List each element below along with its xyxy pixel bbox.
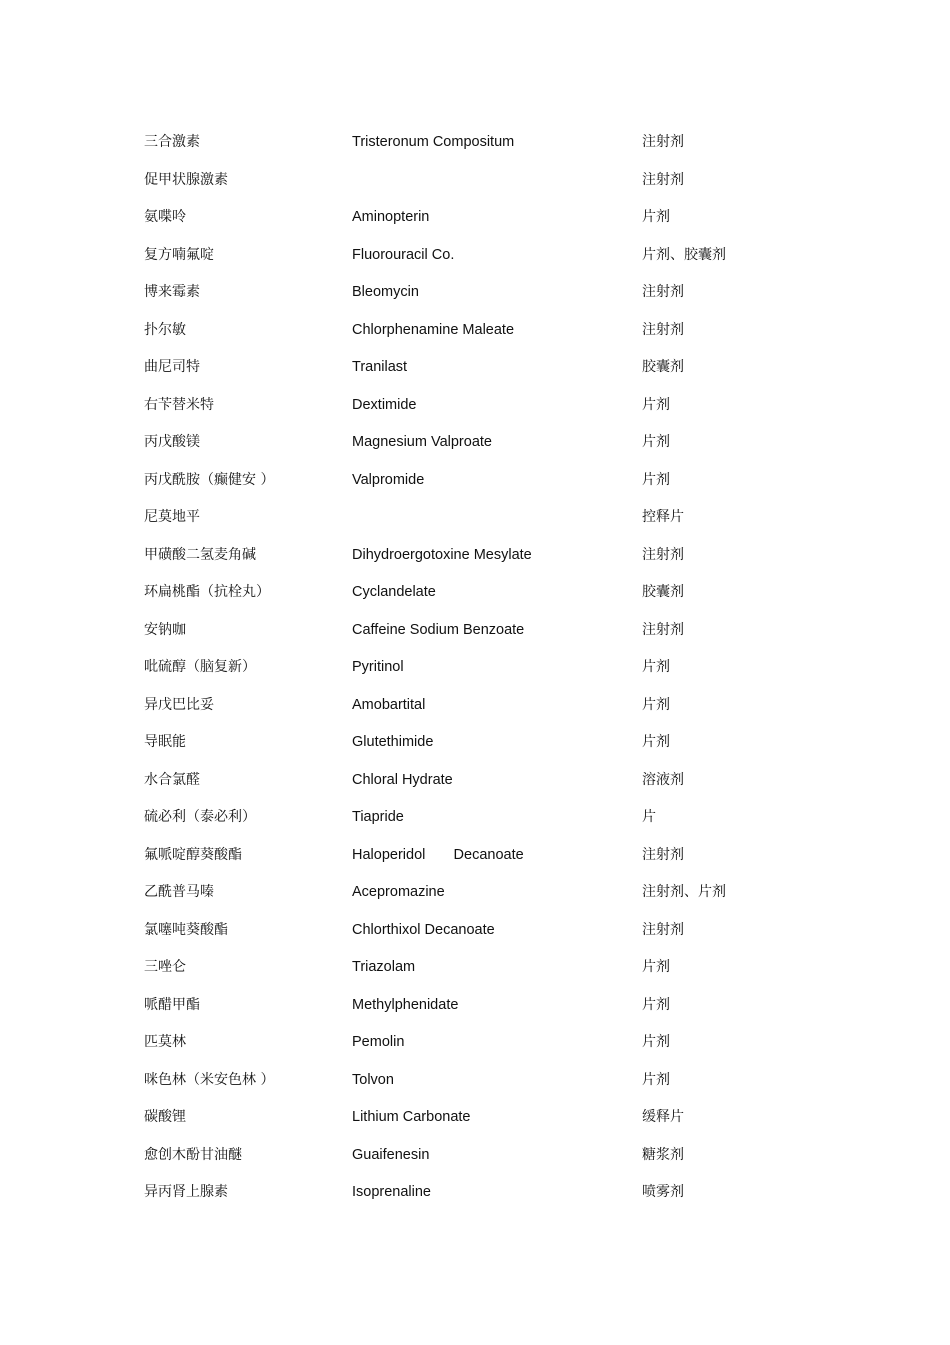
drug-chinese-name: 异戊巴比妥: [144, 696, 214, 713]
table-row: [0, 1099, 950, 1137]
drug-dosage-form: 片剂、胶囊剂: [642, 246, 726, 263]
drug-chinese-name: 安钠咖: [144, 621, 186, 638]
drug-dosage-form: 控释片: [642, 509, 684, 525]
table-row: [0, 274, 950, 312]
drug-chinese-name: 三唑仑: [144, 959, 186, 975]
drug-dosage-form: 片剂: [642, 734, 670, 750]
table-row: [0, 912, 950, 950]
drug-dosage-form: 缓释片: [642, 1109, 684, 1125]
drug-english-name: Magnesium Valproate: [352, 434, 492, 450]
drug-english-name: Guaifenesin: [352, 1146, 430, 1163]
table-row: [0, 199, 950, 237]
drug-english-name: Haloperidol Decanoate: [352, 846, 524, 863]
drug-dosage-form: 注射剂: [642, 321, 684, 338]
table-row: [0, 1062, 950, 1100]
drug-dosage-form: 胶囊剂: [642, 584, 684, 600]
drug-dosage-form: 注射剂: [642, 171, 684, 188]
table-row: [0, 987, 950, 1025]
drug-chinese-name: 曲尼司特: [144, 359, 200, 375]
drug-english-name: Dextimide: [352, 396, 417, 413]
drug-dosage-form: 片: [642, 809, 656, 825]
drug-chinese-name: 匹莫林: [144, 1034, 186, 1050]
drug-chinese-name: 博来霉素: [144, 284, 200, 300]
drug-english-name: Pemolin: [352, 1034, 405, 1050]
drug-chinese-name: 氟哌啶醇葵酸酯: [144, 846, 242, 863]
drug-chinese-name: 水合氯醛: [144, 771, 200, 788]
drug-chinese-name: 三合激素: [144, 134, 200, 150]
drug-dosage-form: 注射剂: [642, 621, 684, 638]
drug-dosage-form: 注射剂: [642, 546, 684, 563]
drug-dosage-form: 溶液剂: [642, 771, 684, 788]
table-row: [0, 724, 950, 762]
drug-chinese-name: 碳酸锂: [144, 1109, 186, 1125]
table-row: [0, 949, 950, 987]
drug-dosage-form: 喷雾剂: [642, 1184, 684, 1200]
drug-english-name: Glutethimide: [352, 734, 434, 750]
table-row: [0, 237, 950, 275]
drug-english-name: Isoprenaline: [352, 1184, 431, 1200]
drug-table: [0, 124, 950, 1212]
table-row: [0, 462, 950, 500]
table-row: [0, 649, 950, 687]
drug-dosage-form: 注射剂: [642, 134, 684, 150]
drug-chinese-name: 哌醋甲酯: [144, 996, 200, 1013]
drug-english-name: Caffeine Sodium Benzoate: [352, 621, 525, 638]
table-row: [0, 124, 950, 162]
drug-dosage-form: 片剂: [642, 659, 670, 675]
drug-dosage-form: 片剂: [642, 696, 670, 713]
drug-dosage-form: 注射剂、片剂: [642, 884, 726, 900]
drug-english-name: Tranilast: [352, 359, 408, 375]
drug-chinese-name: 复方喃氟啶: [144, 246, 214, 263]
table-row: [0, 799, 950, 837]
drug-dosage-form: 片剂: [642, 209, 670, 225]
drug-dosage-form: 片剂: [642, 1071, 670, 1088]
drug-chinese-name: 愈创木酚甘油醚: [144, 1146, 242, 1163]
drug-chinese-name: 硫必利（泰必利）: [144, 809, 256, 825]
drug-english-name: Amobartital: [352, 696, 426, 713]
table-row: [0, 687, 950, 725]
drug-english-name: Chlorphenamine Maleate: [352, 321, 515, 338]
drug-english-name: Cyclandelate: [352, 584, 436, 600]
drug-chinese-name: 促甲状腺激素: [144, 171, 228, 188]
drug-chinese-name: 氨喋呤: [144, 209, 186, 225]
drug-english-name: Tristeronum Compositum: [352, 134, 515, 150]
table-row: [0, 1024, 950, 1062]
drug-english-name: Tiapride: [352, 809, 404, 825]
drug-dosage-form: 片剂: [642, 959, 670, 975]
drug-english-name: Tolvon: [352, 1071, 394, 1088]
drug-english-name: Valpromide: [352, 471, 425, 488]
drug-english-name: Triazolam: [352, 959, 416, 975]
table-row: [0, 1174, 950, 1212]
table-row: [0, 874, 950, 912]
drug-english-name: Pyritinol: [352, 659, 404, 675]
table-row: [0, 762, 950, 800]
drug-chinese-name: 咪色林（米安色林 ）: [144, 1071, 275, 1088]
drug-chinese-name: 吡硫醇（脑复新）: [144, 659, 256, 675]
table-row: [0, 574, 950, 612]
drug-chinese-name: 丙戊酰胺（癫健安 ）: [144, 471, 275, 488]
drug-chinese-name: 扑尔敏: [144, 321, 186, 338]
table-row: [0, 312, 950, 350]
drug-chinese-name: 异丙肾上腺素: [144, 1184, 228, 1200]
drug-english-name: Chloral Hydrate: [352, 771, 453, 788]
drug-chinese-name: 丙戊酸镁: [144, 434, 200, 450]
drug-dosage-form: 注射剂: [642, 846, 684, 863]
drug-english-name: Bleomycin: [352, 284, 419, 300]
drug-chinese-name: 尼莫地平: [144, 509, 200, 525]
drug-dosage-form: 片剂: [642, 996, 670, 1013]
drug-chinese-name: 导眠能: [144, 734, 186, 750]
drug-chinese-name: 右苄替米特: [144, 396, 214, 413]
table-row: [0, 349, 950, 387]
table-row: [0, 499, 950, 537]
drug-english-name: Fluorouracil Co.: [352, 246, 455, 263]
drug-dosage-form: 片剂: [642, 1034, 670, 1050]
table-row: [0, 162, 950, 200]
drug-english-name: Aminopterin: [352, 209, 430, 225]
drug-chinese-name: 甲磺酸二氢麦角碱: [144, 546, 256, 563]
table-row: [0, 387, 950, 425]
table-row: [0, 1137, 950, 1175]
drug-english-name: Dihydroergotoxine Mesylate: [352, 546, 532, 563]
drug-dosage-form: 胶囊剂: [642, 359, 684, 375]
drug-chinese-name: 环扁桃酯（抗栓丸）: [144, 584, 270, 600]
drug-chinese-name: 乙酰普马嗪: [144, 884, 214, 900]
drug-english-name: Lithium Carbonate: [352, 1109, 471, 1125]
table-row: [0, 537, 950, 575]
drug-dosage-form: 糖浆剂: [642, 1146, 684, 1163]
drug-dosage-form: 注射剂: [642, 284, 684, 300]
table-row: [0, 612, 950, 650]
drug-english-name: Chlorthixol Decanoate: [352, 921, 495, 938]
drug-chinese-name: 氯噻吨葵酸酯: [144, 921, 228, 938]
table-row: [0, 424, 950, 462]
drug-dosage-form: 片剂: [642, 396, 670, 413]
drug-english-name: Methylphenidate: [352, 996, 459, 1013]
drug-english-name: Acepromazine: [352, 884, 445, 900]
table-row: [0, 837, 950, 875]
drug-dosage-form: 片剂: [642, 471, 670, 488]
drug-dosage-form: 片剂: [642, 434, 670, 450]
drug-dosage-form: 注射剂: [642, 921, 684, 938]
